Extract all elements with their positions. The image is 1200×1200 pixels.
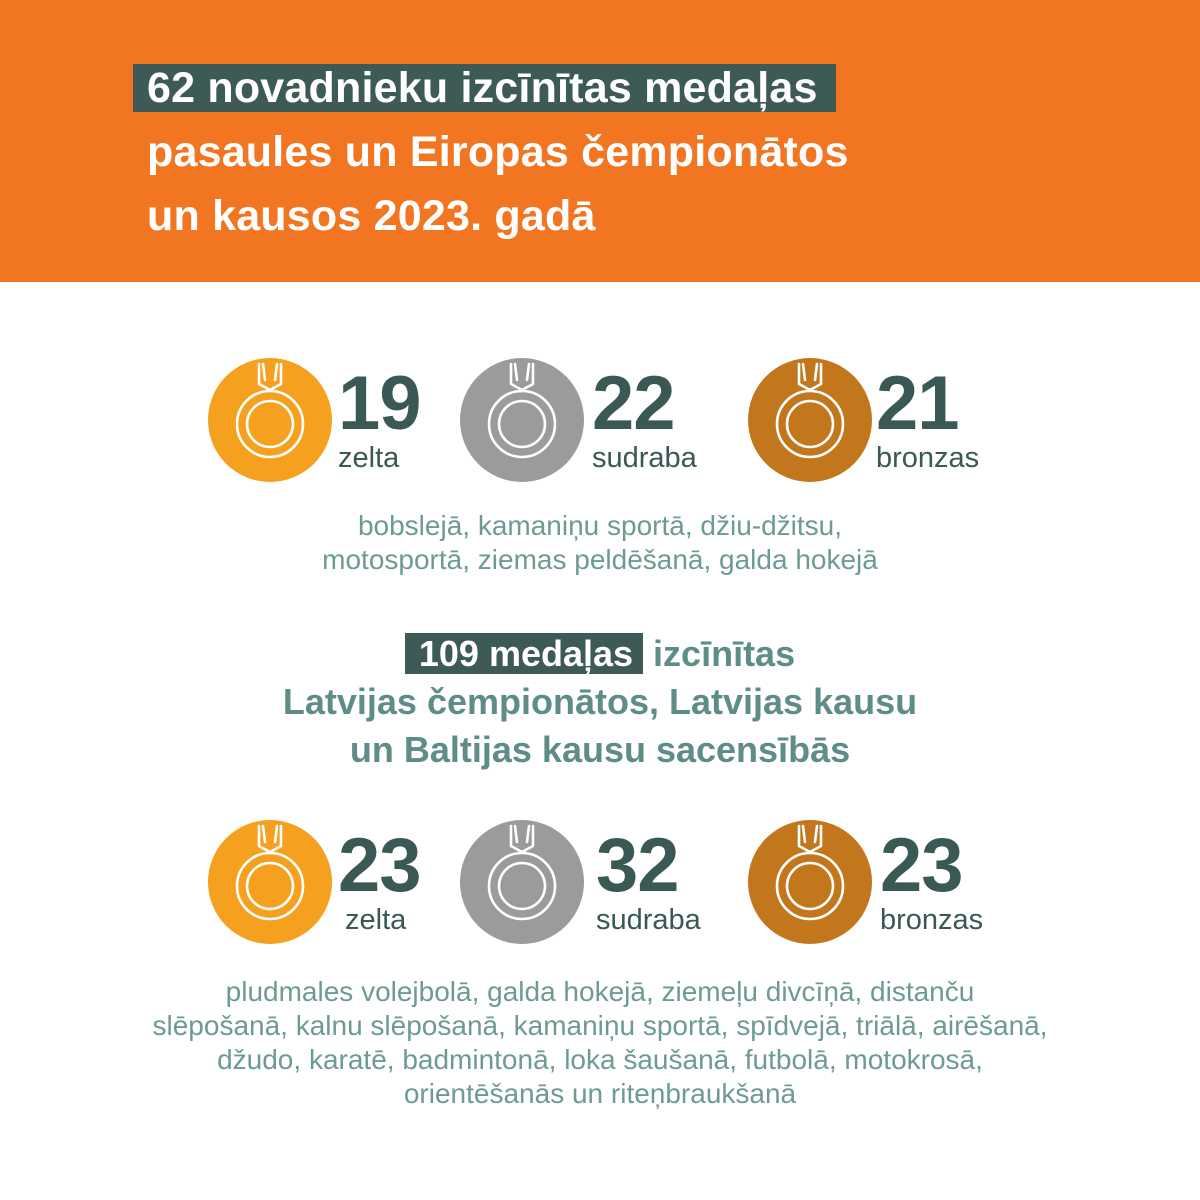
title-line-2: pasaules un Eiropas čempionātos <box>147 128 849 176</box>
silver-count: 22 <box>592 361 675 446</box>
silver-label: sudraba <box>596 904 701 936</box>
national-heading-line-3: un Baltijas kausu sacensībās <box>349 729 851 770</box>
gold-count: 19 <box>338 361 421 446</box>
gold-label: zelta <box>345 904 407 936</box>
header-banner <box>0 0 1200 282</box>
gold-medal-icon <box>208 358 332 482</box>
national-heading-line-2: Latvijas čempionātos, Latvijas kausu <box>282 681 918 722</box>
title-line-1: 62 novadnieku izcīnītas medaļas <box>133 64 836 112</box>
sports-line: motosportā, ziemas peldēšanā, galda hokejā <box>322 544 878 575</box>
sports-line: džudo, karatē, badmintonā, loka šaušanā, futbolā, motokrosā, <box>217 1044 983 1075</box>
silver-label: sudraba <box>592 442 697 474</box>
international-sports-list <box>100 509 1100 577</box>
gold-count: 23 <box>338 823 421 908</box>
title-line-3: un kausos 2023. gadā <box>147 192 596 240</box>
international-medal-row <box>0 358 1200 488</box>
sports-line: pludmales volejbolā, galda hokejā, ziemeļu divcīņā, distanču <box>225 976 975 1007</box>
national-medal-row <box>0 820 1200 950</box>
page-title <box>133 56 1093 248</box>
sports-line: orientēšanās un riteņbraukšanā <box>403 1078 797 1109</box>
sports-line: bobslejā, kamaniņu sportā, džiu-džitsu, <box>357 510 843 541</box>
national-heading <box>100 630 1100 774</box>
bronze-medal-icon <box>748 820 872 944</box>
bronze-medal-icon <box>748 358 872 482</box>
gold-label: zelta <box>338 442 400 474</box>
national-sports-list <box>100 975 1100 1111</box>
silver-medal-icon <box>460 820 584 944</box>
silver-count: 32 <box>596 823 679 908</box>
bronze-count: 21 <box>876 361 959 446</box>
sports-line: slēpošanā, kalnu slēpošanā, kamaniņu sportā, spīdvejā, triālā, airēšanā, <box>152 1010 1048 1041</box>
silver-medal-icon <box>460 358 584 482</box>
bronze-label: bronzas <box>880 904 984 936</box>
bronze-count: 23 <box>880 823 963 908</box>
national-heading-line-1: izcīnītas <box>643 633 796 674</box>
national-total-badge: 109 medaļas <box>405 633 643 674</box>
bronze-label: bronzas <box>876 442 980 474</box>
gold-medal-icon <box>208 820 332 944</box>
